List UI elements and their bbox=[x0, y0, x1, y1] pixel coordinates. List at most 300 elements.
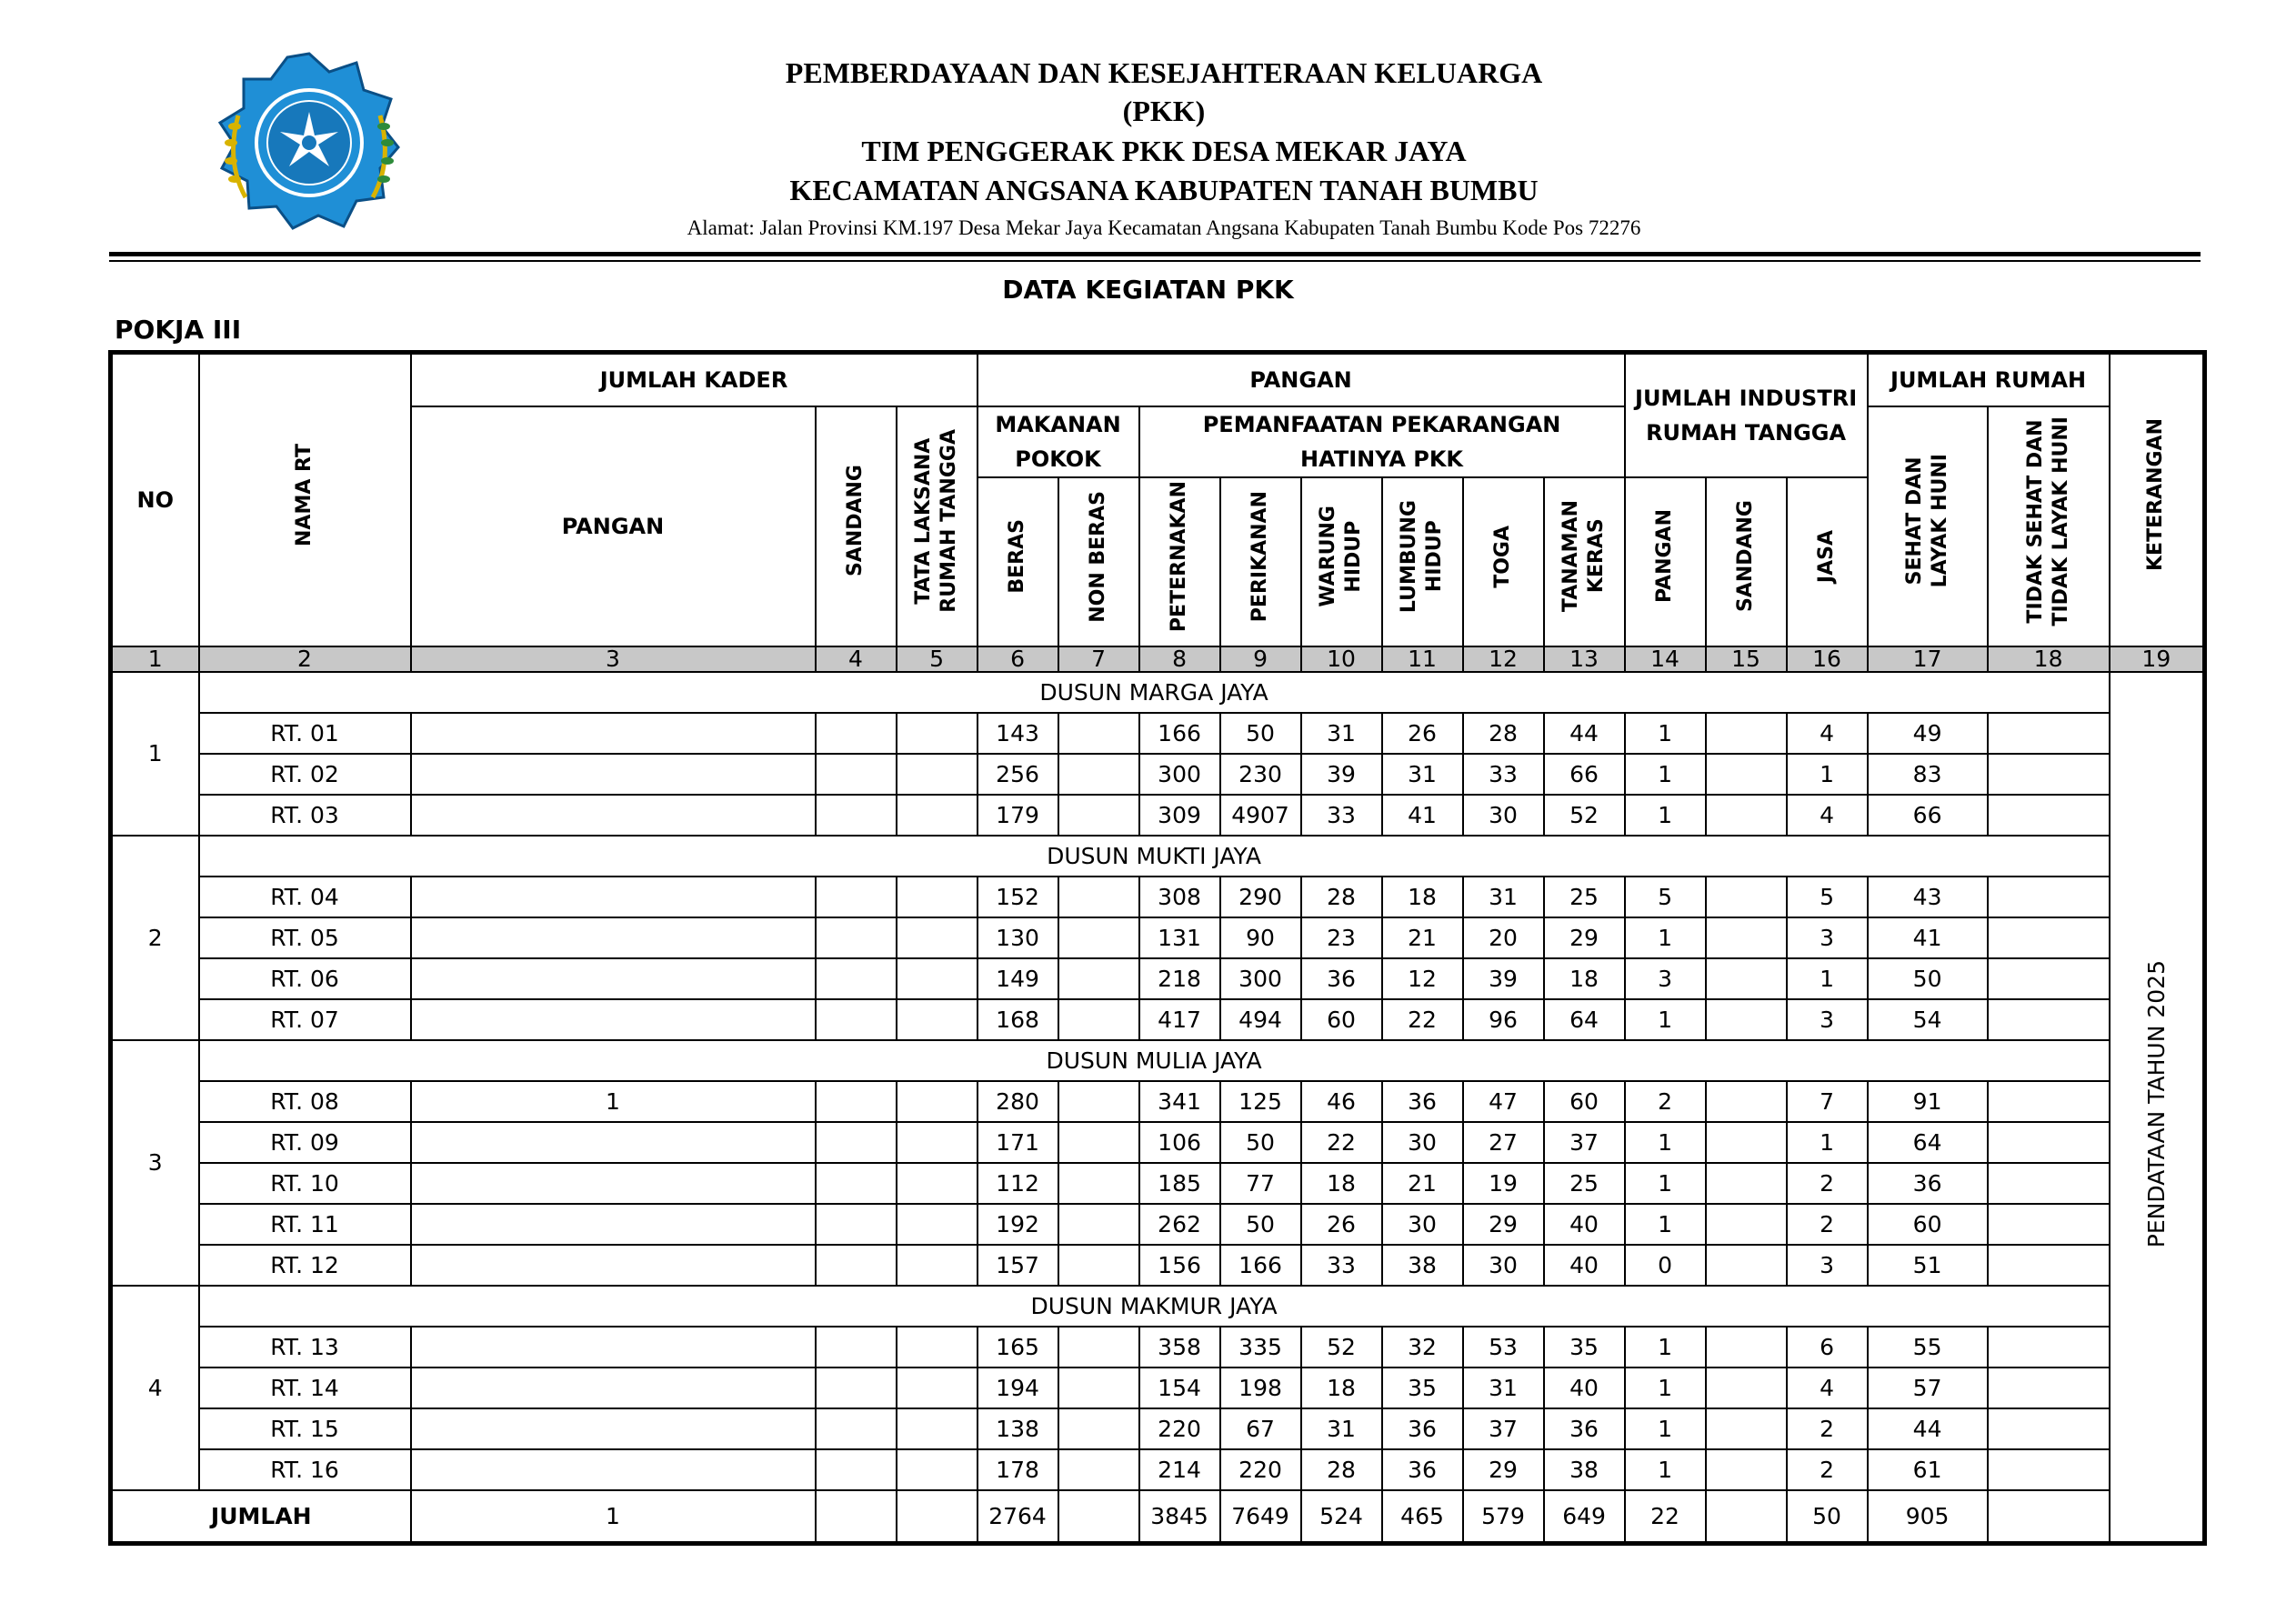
cell-empty bbox=[1988, 1449, 2110, 1490]
table-row bbox=[111, 958, 2205, 999]
header-ind-jasa: JASA bbox=[1787, 477, 1868, 646]
cell-empty bbox=[1058, 958, 1139, 999]
cell-peternakan: 166 bbox=[1139, 713, 1220, 754]
cell-lumbung: 18 bbox=[1382, 877, 1463, 917]
cell-tanaman: 35 bbox=[1544, 1327, 1625, 1368]
col-num: 8 bbox=[1139, 646, 1220, 672]
header-makanan-pokok: MAKANAN POKOK bbox=[978, 406, 1139, 477]
cell-empty bbox=[1706, 1408, 1787, 1449]
cell-warung: 46 bbox=[1301, 1081, 1382, 1122]
cell-empty bbox=[1706, 999, 1787, 1040]
cell-sehat: 36 bbox=[1868, 1163, 1988, 1204]
total-jasa: 50 bbox=[1787, 1490, 1868, 1544]
cell-kader-pangan bbox=[411, 958, 816, 999]
cell-kader-pangan bbox=[411, 754, 816, 795]
cell-lumbung: 31 bbox=[1382, 754, 1463, 795]
cell-jasa: 4 bbox=[1787, 1368, 1868, 1408]
cell-empty bbox=[816, 1081, 897, 1122]
header-pangan: PANGAN bbox=[978, 353, 1625, 406]
cell-tanaman: 66 bbox=[1544, 754, 1625, 795]
col-num: 18 bbox=[1988, 646, 2110, 672]
col-num: 17 bbox=[1868, 646, 1988, 672]
header-jumlah-rumah: JUMLAH RUMAH bbox=[1868, 353, 2110, 406]
col-num: 5 bbox=[897, 646, 978, 672]
total-empty bbox=[816, 1490, 897, 1544]
cell-peternakan: 417 bbox=[1139, 999, 1220, 1040]
cell-warung: 31 bbox=[1301, 1408, 1382, 1449]
col-num: 7 bbox=[1058, 646, 1139, 672]
cell-peternakan: 218 bbox=[1139, 958, 1220, 999]
cell-lumbung: 21 bbox=[1382, 917, 1463, 958]
cell-ind-pangan: 1 bbox=[1625, 1449, 1706, 1490]
cell-empty bbox=[897, 958, 978, 999]
col-num: 14 bbox=[1625, 646, 1706, 672]
cell-toga: 29 bbox=[1463, 1449, 1544, 1490]
cell-peternakan: 262 bbox=[1139, 1204, 1220, 1245]
cell-toga: 29 bbox=[1463, 1204, 1544, 1245]
dusun-name: DUSUN MULIA JAYA bbox=[199, 1040, 2110, 1081]
cell-ind-pangan: 1 bbox=[1625, 1408, 1706, 1449]
total-beras: 2764 bbox=[978, 1490, 1058, 1544]
cell-empty bbox=[1988, 999, 2110, 1040]
total-empty bbox=[1058, 1490, 1139, 1544]
cell-empty bbox=[1058, 917, 1139, 958]
cell-warung: 28 bbox=[1301, 1449, 1382, 1490]
cell-perikanan: 125 bbox=[1220, 1081, 1301, 1122]
cell-empty bbox=[1988, 754, 2110, 795]
cell-sehat: 57 bbox=[1868, 1368, 1988, 1408]
cell-empty bbox=[816, 713, 897, 754]
cell-warung: 33 bbox=[1301, 795, 1382, 836]
cell-beras: 256 bbox=[978, 754, 1058, 795]
cell-empty bbox=[1706, 917, 1787, 958]
cell-kader-pangan bbox=[411, 1368, 816, 1408]
cell-jasa: 2 bbox=[1787, 1204, 1868, 1245]
cell-beras: 165 bbox=[978, 1327, 1058, 1368]
header-line-1: PEMBERDAYAAN DAN KESEJAHTERAAN KELUARGA bbox=[785, 56, 1543, 89]
cell-perikanan: 166 bbox=[1220, 1245, 1301, 1286]
cell-empty bbox=[1058, 877, 1139, 917]
cell-perikanan: 335 bbox=[1220, 1327, 1301, 1368]
cell-warung: 39 bbox=[1301, 754, 1382, 795]
header-jumlah-kader: JUMLAH KADER bbox=[411, 353, 978, 406]
cell-ind-pangan: 1 bbox=[1625, 917, 1706, 958]
cell-toga: 31 bbox=[1463, 1368, 1544, 1408]
cell-tanaman: 60 bbox=[1544, 1081, 1625, 1122]
header-rule-thick bbox=[109, 252, 2201, 256]
cell-toga: 39 bbox=[1463, 958, 1544, 999]
cell-jasa: 2 bbox=[1787, 1449, 1868, 1490]
rt-name: RT. 14 bbox=[199, 1368, 411, 1408]
cell-empty bbox=[816, 795, 897, 836]
cell-empty bbox=[816, 1449, 897, 1490]
cell-tanaman: 36 bbox=[1544, 1408, 1625, 1449]
cell-perikanan: 67 bbox=[1220, 1408, 1301, 1449]
rt-name: RT. 01 bbox=[199, 713, 411, 754]
cell-sehat: 49 bbox=[1868, 713, 1988, 754]
cell-toga: 19 bbox=[1463, 1163, 1544, 1204]
cell-perikanan: 50 bbox=[1220, 713, 1301, 754]
cell-lumbung: 36 bbox=[1382, 1081, 1463, 1122]
cell-perikanan: 300 bbox=[1220, 958, 1301, 999]
cell-lumbung: 35 bbox=[1382, 1368, 1463, 1408]
table-row bbox=[111, 1449, 2205, 1490]
cell-empty bbox=[897, 754, 978, 795]
cell-lumbung: 22 bbox=[1382, 999, 1463, 1040]
rt-name: RT. 02 bbox=[199, 754, 411, 795]
rt-name: RT. 04 bbox=[199, 877, 411, 917]
cell-peternakan: 156 bbox=[1139, 1245, 1220, 1286]
cell-toga: 37 bbox=[1463, 1408, 1544, 1449]
total-toga: 579 bbox=[1463, 1490, 1544, 1544]
cell-empty bbox=[897, 1408, 978, 1449]
rt-name: RT. 11 bbox=[199, 1204, 411, 1245]
cell-jasa: 6 bbox=[1787, 1327, 1868, 1368]
table-row bbox=[111, 1122, 2205, 1163]
cell-sehat: 66 bbox=[1868, 795, 1988, 836]
col-num: 9 bbox=[1220, 646, 1301, 672]
cell-toga: 47 bbox=[1463, 1081, 1544, 1122]
cell-empty bbox=[1706, 1368, 1787, 1408]
cell-kader-pangan bbox=[411, 1408, 816, 1449]
cell-kader-pangan bbox=[411, 1327, 816, 1368]
table-row bbox=[111, 877, 2205, 917]
document-title: DATA KEGIATAN PKK bbox=[1002, 275, 1294, 305]
header-toga: TOGA bbox=[1463, 477, 1544, 646]
cell-empty bbox=[1706, 1163, 1787, 1204]
cell-peternakan: 106 bbox=[1139, 1122, 1220, 1163]
cell-kader-pangan bbox=[411, 1204, 816, 1245]
cell-empty bbox=[816, 1204, 897, 1245]
rt-name: RT. 03 bbox=[199, 795, 411, 836]
cell-empty bbox=[1058, 1163, 1139, 1204]
cell-empty bbox=[897, 1327, 978, 1368]
table-row bbox=[111, 917, 2205, 958]
header-lumbung-hidup: LUMBUNG HIDUP bbox=[1382, 477, 1463, 646]
dusun-row bbox=[111, 836, 2205, 877]
rt-name: RT. 09 bbox=[199, 1122, 411, 1163]
header-non-beras: NON BERAS bbox=[1058, 477, 1139, 646]
cell-sehat: 51 bbox=[1868, 1245, 1988, 1286]
header-no: NO bbox=[111, 353, 199, 646]
cell-empty bbox=[1988, 877, 2110, 917]
section-title: POKJA III bbox=[115, 315, 242, 345]
col-num: 10 bbox=[1301, 646, 1382, 672]
cell-ind-pangan: 1 bbox=[1625, 1327, 1706, 1368]
cell-toga: 33 bbox=[1463, 754, 1544, 795]
cell-peternakan: 214 bbox=[1139, 1449, 1220, 1490]
data-table bbox=[108, 350, 2207, 1546]
col-num: 6 bbox=[978, 646, 1058, 672]
total-perikanan: 7649 bbox=[1220, 1490, 1301, 1544]
cell-ind-pangan: 1 bbox=[1625, 1163, 1706, 1204]
total-ind-pangan: 22 bbox=[1625, 1490, 1706, 1544]
cell-warung: 26 bbox=[1301, 1204, 1382, 1245]
cell-tanaman: 44 bbox=[1544, 713, 1625, 754]
rt-name: RT. 15 bbox=[199, 1408, 411, 1449]
cell-lumbung: 21 bbox=[1382, 1163, 1463, 1204]
cell-sehat: 43 bbox=[1868, 877, 1988, 917]
rt-name: RT. 08 bbox=[199, 1081, 411, 1122]
cell-empty bbox=[1988, 1204, 2110, 1245]
cell-ind-pangan: 1 bbox=[1625, 1368, 1706, 1408]
header-kader-pangan: PANGAN bbox=[411, 406, 816, 646]
table-row bbox=[111, 795, 2205, 836]
rt-name: RT. 10 bbox=[199, 1163, 411, 1204]
cell-empty bbox=[1988, 1408, 2110, 1449]
table-row bbox=[111, 1368, 2205, 1408]
cell-warung: 18 bbox=[1301, 1163, 1382, 1204]
cell-empty bbox=[1706, 1327, 1787, 1368]
header-industri: JUMLAH INDUSTRI RUMAH TANGGA bbox=[1625, 353, 1868, 477]
header-line-3: TIM PENGGERAK PKK DESA MEKAR JAYA bbox=[861, 135, 1467, 167]
cell-sehat: 55 bbox=[1868, 1327, 1988, 1368]
cell-empty bbox=[1988, 1122, 2110, 1163]
cell-sehat: 91 bbox=[1868, 1081, 1988, 1122]
cell-empty bbox=[816, 1408, 897, 1449]
cell-tanaman: 38 bbox=[1544, 1449, 1625, 1490]
table-row bbox=[111, 754, 2205, 795]
cell-kader-pangan bbox=[411, 917, 816, 958]
cell-jasa: 4 bbox=[1787, 795, 1868, 836]
cell-ind-pangan: 1 bbox=[1625, 1122, 1706, 1163]
cell-sehat: 64 bbox=[1868, 1122, 1988, 1163]
cell-empty bbox=[897, 1368, 978, 1408]
cell-tanaman: 25 bbox=[1544, 1163, 1625, 1204]
cell-perikanan: 77 bbox=[1220, 1163, 1301, 1204]
header-line-2: (PKK) bbox=[1122, 95, 1206, 127]
cell-empty bbox=[816, 958, 897, 999]
header-sehat: SEHAT DAN LAYAK HUNI bbox=[1868, 406, 1988, 646]
group-number: 4 bbox=[111, 1286, 199, 1490]
header-pemanfaatan: PEMANFAATAN PEKARANGAN HATINYA PKK bbox=[1139, 406, 1625, 477]
header-tidak-sehat: TIDAK SEHAT DAN TIDAK LAYAK HUNI bbox=[1988, 406, 2110, 646]
cell-tanaman: 25 bbox=[1544, 877, 1625, 917]
cell-sehat: 60 bbox=[1868, 1204, 1988, 1245]
cell-kader-pangan: 1 bbox=[411, 1081, 816, 1122]
cell-empty bbox=[897, 1122, 978, 1163]
header-tata-laksana: TATA LAKSANA RUMAH TANGGA bbox=[897, 406, 978, 646]
cell-empty bbox=[1706, 795, 1787, 836]
cell-beras: 168 bbox=[978, 999, 1058, 1040]
cell-lumbung: 30 bbox=[1382, 1122, 1463, 1163]
group-number: 1 bbox=[111, 672, 199, 836]
cell-empty bbox=[1988, 1081, 2110, 1122]
total-empty bbox=[1706, 1490, 1787, 1544]
cell-peternakan: 309 bbox=[1139, 795, 1220, 836]
cell-jasa: 3 bbox=[1787, 999, 1868, 1040]
pkk-logo bbox=[196, 50, 427, 236]
cell-perikanan: 290 bbox=[1220, 877, 1301, 917]
cell-ind-pangan: 1 bbox=[1625, 1204, 1706, 1245]
cell-beras: 130 bbox=[978, 917, 1058, 958]
cell-lumbung: 32 bbox=[1382, 1327, 1463, 1368]
total-label: JUMLAH bbox=[111, 1490, 411, 1544]
header-beras: BERAS bbox=[978, 477, 1058, 646]
cell-lumbung: 41 bbox=[1382, 795, 1463, 836]
cell-lumbung: 36 bbox=[1382, 1408, 1463, 1449]
header-peternakan: PETERNAKAN bbox=[1139, 477, 1220, 646]
cell-empty bbox=[816, 999, 897, 1040]
cell-empty bbox=[1988, 713, 2110, 754]
cell-kader-pangan bbox=[411, 1122, 816, 1163]
cell-ind-pangan: 5 bbox=[1625, 877, 1706, 917]
cell-peternakan: 358 bbox=[1139, 1327, 1220, 1368]
cell-jasa: 1 bbox=[1787, 958, 1868, 999]
cell-peternakan: 185 bbox=[1139, 1163, 1220, 1204]
cell-empty bbox=[1058, 1081, 1139, 1122]
cell-beras: 143 bbox=[978, 713, 1058, 754]
total-tanaman: 649 bbox=[1544, 1490, 1625, 1544]
cell-kader-pangan bbox=[411, 1449, 816, 1490]
header-sandang: SANDANG bbox=[816, 406, 897, 646]
table-row bbox=[111, 999, 2205, 1040]
total-empty bbox=[1988, 1490, 2110, 1544]
cell-empty bbox=[1988, 795, 2110, 836]
cell-empty bbox=[1706, 1204, 1787, 1245]
col-num: 13 bbox=[1544, 646, 1625, 672]
cell-kader-pangan bbox=[411, 713, 816, 754]
table-row bbox=[111, 1081, 2205, 1122]
table-row bbox=[111, 1327, 2205, 1368]
cell-lumbung: 36 bbox=[1382, 1449, 1463, 1490]
cell-toga: 96 bbox=[1463, 999, 1544, 1040]
cell-peternakan: 220 bbox=[1139, 1408, 1220, 1449]
cell-ind-pangan: 1 bbox=[1625, 754, 1706, 795]
cell-empty bbox=[1058, 1327, 1139, 1368]
cell-empty bbox=[897, 1163, 978, 1204]
dusun-name: DUSUN MAKMUR JAYA bbox=[199, 1286, 2110, 1327]
header-warung-hidup: WARUNG HIDUP bbox=[1301, 477, 1382, 646]
header-keterangan: KETERANGAN bbox=[2110, 353, 2205, 646]
rt-name: RT. 12 bbox=[199, 1245, 411, 1286]
cell-empty bbox=[897, 1449, 978, 1490]
cell-warung: 36 bbox=[1301, 958, 1382, 999]
cell-toga: 53 bbox=[1463, 1327, 1544, 1368]
cell-lumbung: 38 bbox=[1382, 1245, 1463, 1286]
cell-empty bbox=[1988, 1245, 2110, 1286]
cell-peternakan: 154 bbox=[1139, 1368, 1220, 1408]
cell-empty bbox=[897, 999, 978, 1040]
cell-perikanan: 198 bbox=[1220, 1368, 1301, 1408]
cell-ind-pangan: 1 bbox=[1625, 713, 1706, 754]
cell-empty bbox=[1058, 1204, 1139, 1245]
cell-peternakan: 308 bbox=[1139, 877, 1220, 917]
cell-empty bbox=[897, 917, 978, 958]
cell-perikanan: 494 bbox=[1220, 999, 1301, 1040]
cell-ind-pangan: 3 bbox=[1625, 958, 1706, 999]
cell-beras: 192 bbox=[978, 1204, 1058, 1245]
total-sehat: 905 bbox=[1868, 1490, 1988, 1544]
cell-jasa: 4 bbox=[1787, 713, 1868, 754]
cell-jasa: 7 bbox=[1787, 1081, 1868, 1122]
cell-warung: 60 bbox=[1301, 999, 1382, 1040]
table-row bbox=[111, 1408, 2205, 1449]
table-row bbox=[111, 1163, 2205, 1204]
cell-empty bbox=[1706, 1122, 1787, 1163]
header-nama-rt: NAMA RT bbox=[199, 353, 411, 646]
cell-beras: 179 bbox=[978, 795, 1058, 836]
cell-kader-pangan bbox=[411, 877, 816, 917]
rt-name: RT. 06 bbox=[199, 958, 411, 999]
cell-empty bbox=[1058, 1408, 1139, 1449]
col-num: 12 bbox=[1463, 646, 1544, 672]
col-num: 3 bbox=[411, 646, 816, 672]
cell-peternakan: 131 bbox=[1139, 917, 1220, 958]
cell-tanaman: 40 bbox=[1544, 1368, 1625, 1408]
cell-empty bbox=[816, 877, 897, 917]
keterangan-cell bbox=[2110, 672, 2205, 1544]
cell-ind-pangan: 0 bbox=[1625, 1245, 1706, 1286]
cell-empty bbox=[1988, 958, 2110, 999]
cell-empty bbox=[897, 1204, 978, 1245]
cell-tanaman: 18 bbox=[1544, 958, 1625, 999]
col-num: 16 bbox=[1787, 646, 1868, 672]
cell-empty bbox=[1706, 754, 1787, 795]
dusun-row bbox=[111, 672, 2205, 713]
cell-peternakan: 341 bbox=[1139, 1081, 1220, 1122]
cell-ind-pangan: 1 bbox=[1625, 795, 1706, 836]
cell-peternakan: 300 bbox=[1139, 754, 1220, 795]
cell-tanaman: 29 bbox=[1544, 917, 1625, 958]
cell-beras: 171 bbox=[978, 1122, 1058, 1163]
cell-warung: 33 bbox=[1301, 1245, 1382, 1286]
cell-toga: 30 bbox=[1463, 795, 1544, 836]
cell-empty bbox=[816, 1122, 897, 1163]
dusun-row bbox=[111, 1040, 2205, 1081]
table-row bbox=[111, 713, 2205, 754]
cell-empty bbox=[1706, 1245, 1787, 1286]
cell-jasa: 5 bbox=[1787, 877, 1868, 917]
cell-sehat: 54 bbox=[1868, 999, 1988, 1040]
cell-ind-pangan: 1 bbox=[1625, 999, 1706, 1040]
rt-name: RT. 13 bbox=[199, 1327, 411, 1368]
cell-beras: 178 bbox=[978, 1449, 1058, 1490]
header-tanaman-keras: TANAMAN KERAS bbox=[1544, 477, 1625, 646]
cell-empty bbox=[816, 1163, 897, 1204]
cell-jasa: 3 bbox=[1787, 917, 1868, 958]
cell-warung: 22 bbox=[1301, 1122, 1382, 1163]
cell-empty bbox=[816, 754, 897, 795]
cell-toga: 27 bbox=[1463, 1122, 1544, 1163]
cell-perikanan: 50 bbox=[1220, 1122, 1301, 1163]
cell-tanaman: 64 bbox=[1544, 999, 1625, 1040]
cell-tanaman: 52 bbox=[1544, 795, 1625, 836]
cell-empty bbox=[816, 1368, 897, 1408]
cell-empty bbox=[1706, 1081, 1787, 1122]
cell-beras: 112 bbox=[978, 1163, 1058, 1204]
cell-lumbung: 12 bbox=[1382, 958, 1463, 999]
rt-name: RT. 05 bbox=[199, 917, 411, 958]
cell-empty bbox=[1988, 1368, 2110, 1408]
cell-empty bbox=[1706, 1449, 1787, 1490]
cell-sehat: 83 bbox=[1868, 754, 1988, 795]
cell-lumbung: 26 bbox=[1382, 713, 1463, 754]
cell-empty bbox=[897, 1081, 978, 1122]
cell-empty bbox=[1706, 713, 1787, 754]
header-rule-thin bbox=[109, 260, 2201, 262]
cell-perikanan: 90 bbox=[1220, 917, 1301, 958]
cell-empty bbox=[1058, 1449, 1139, 1490]
cell-warung: 23 bbox=[1301, 917, 1382, 958]
cell-empty bbox=[1988, 1163, 2110, 1204]
cell-empty bbox=[1058, 713, 1139, 754]
cell-jasa: 3 bbox=[1787, 1245, 1868, 1286]
cell-empty bbox=[816, 1327, 897, 1368]
cell-toga: 31 bbox=[1463, 877, 1544, 917]
cell-beras: 138 bbox=[978, 1408, 1058, 1449]
cell-jasa: 2 bbox=[1787, 1163, 1868, 1204]
